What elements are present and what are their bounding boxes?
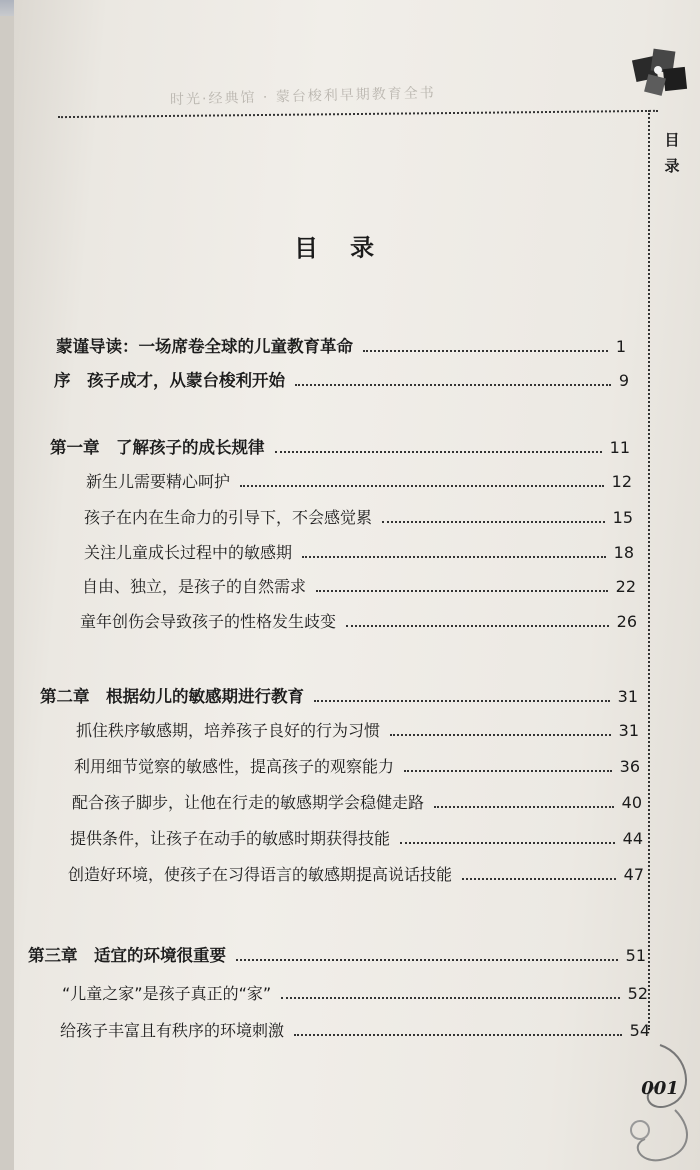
running-head: 时光·经典馆 · 蒙台梭利早期教育全书 [169, 85, 437, 109]
toc-entry-title: 利用细节觉察的敏感性，提高孩子的观察能力 [74, 757, 395, 776]
toc-entry-title: 创造好环境，使孩子在习得语言的敏感期提高说话技能 [68, 865, 453, 884]
toc-leader [462, 878, 616, 880]
toc-leader [294, 1034, 622, 1036]
toc-entry [86, 469, 632, 492]
toc-entry [28, 942, 646, 966]
toc-entry [74, 754, 640, 777]
toc-entry [50, 434, 630, 458]
toc-entry-title: 第二章 根据幼儿的敏感期进行教育 [40, 687, 304, 706]
toc-entry-page: 54 [629, 1021, 650, 1040]
page-title: 目录 [293, 232, 407, 263]
toc-leader [302, 556, 606, 558]
side-tab-char: 目 [664, 131, 680, 149]
page-number: 001 [641, 1078, 679, 1099]
toc-entry-title: 关注儿童成长过程中的敏感期 [84, 543, 293, 562]
toc-leader [434, 806, 614, 808]
toc-entry-page: 36 [619, 757, 640, 776]
toc-entry [56, 333, 626, 357]
toc-entry-page: 31 [617, 687, 638, 706]
toc-entry-page: 47 [623, 865, 644, 884]
toc-entry [60, 1018, 650, 1041]
toc-entry-page: 11 [609, 438, 630, 457]
toc-leader [314, 700, 610, 702]
toc-leader [363, 350, 608, 352]
toc-entry-page: 31 [618, 721, 639, 740]
toc-entry [82, 574, 636, 597]
toc-entry-title: 抓住秩序敏感期，培养孩子良好的行为习惯 [76, 721, 381, 740]
toc-entry [80, 609, 637, 632]
swirl-ornament-icon [600, 1035, 700, 1165]
toc-leader [236, 959, 618, 961]
toc-entry-page: 51 [625, 946, 646, 965]
toc-entry [72, 790, 642, 813]
toc-entry [68, 862, 644, 885]
toc-entry [70, 826, 643, 849]
toc-entry-page: 44 [622, 829, 643, 848]
toc-entry-title: 童年创伤会导致孩子的性格发生歧变 [80, 612, 337, 631]
toc-leader [404, 770, 612, 772]
toc-entry-title: 给孩子丰富且有秩序的环境刺激 [60, 1021, 285, 1040]
toc-entry-page: 22 [615, 577, 636, 596]
toc-entry-title: 蒙谨导读：一场席卷全球的儿童教育革命 [56, 337, 353, 356]
toc-entry-page: 15 [612, 508, 633, 527]
toc-entry [54, 367, 629, 391]
toc-entry-title: 孩子在内在生命力的引导下，不会感觉累 [84, 508, 373, 527]
toc-entry-page: 18 [613, 543, 634, 562]
toc-leader [390, 734, 611, 736]
toc-entry-page: 52 [627, 984, 648, 1003]
toc-leader [316, 590, 608, 592]
toc-leader [295, 384, 611, 386]
toc-entry-title: 提供条件，让孩子在动手的敏感时期获得技能 [70, 829, 391, 848]
toc-entry-page: 9 [618, 371, 629, 390]
toc-entry [84, 540, 634, 563]
toc-entry-page: 40 [621, 793, 642, 812]
toc-entry-page: 26 [616, 612, 637, 631]
toc-entry-title: 自由、独立，是孩子的自然需求 [82, 577, 307, 596]
toc-entry-page: 12 [611, 472, 632, 491]
toc-entry-title: 新生儿需要精心呵护 [86, 472, 231, 491]
toc-leader [281, 997, 619, 999]
toc-leader [382, 521, 605, 523]
toc-entry [62, 981, 648, 1004]
toc-entry [40, 683, 638, 707]
toc-entry-title: 第一章 了解孩子的成长规律 [50, 438, 265, 457]
toc-entry-page: 1 [615, 337, 626, 356]
toc-entry [84, 505, 633, 528]
toc-leader [275, 451, 602, 453]
toc-entry [76, 718, 639, 741]
toc-entry-title: 第三章 适宜的环境很重要 [28, 946, 226, 965]
toc-entry-title: “儿童之家”是孩子真正的“家” [62, 984, 272, 1003]
toc-entry-title: 序 孩子成才，从蒙台梭利开始 [54, 371, 285, 390]
toc-leader [400, 842, 615, 844]
side-tab-char: 录 [664, 157, 680, 175]
toc-leader [346, 625, 609, 627]
toc-entry-title: 配合孩子脚步，让他在行走的敏感期学会稳健走路 [72, 793, 425, 812]
toc-leader [240, 485, 604, 487]
